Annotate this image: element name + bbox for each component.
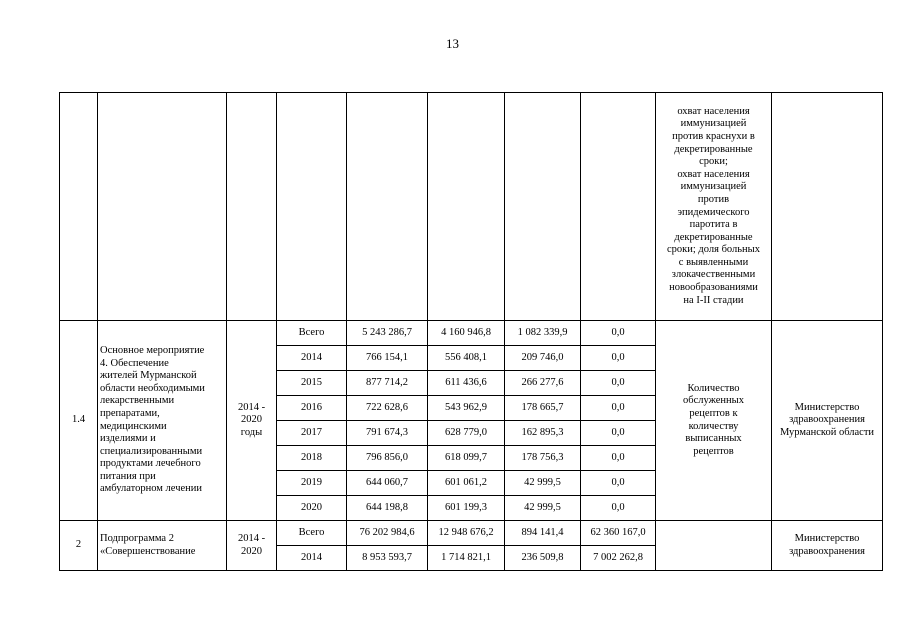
cell-empty [60,93,98,321]
total-cell: 5 243 286,7 [347,321,428,346]
regional-cell: 611 436,6 [428,371,505,396]
total-cell: 644 198,8 [347,496,428,521]
other-cell: 62 360 167,0 [581,521,656,546]
cell-empty [581,93,656,321]
indicator-cell: Количество обслуженных рецептов к количеству выписанных рецептов [656,321,772,521]
year-cell: 2016 [277,396,347,421]
regional-cell: 556 408,1 [428,346,505,371]
activity-name: Подпрограмма 2 «Совершенствование [98,521,227,571]
year-cell: Всего [277,521,347,546]
other-cell: 0,0 [581,371,656,396]
table-row [60,321,883,346]
year-cell: 2015 [277,371,347,396]
regional-cell: 618 099,7 [428,446,505,471]
federal-cell: 894 141,4 [505,521,581,546]
total-cell: 8 953 593,7 [347,546,428,571]
cell-empty [347,93,428,321]
total-cell: 791 674,3 [347,421,428,446]
cell-empty [227,93,277,321]
federal-cell: 1 082 339,9 [505,321,581,346]
total-cell: 877 714,2 [347,371,428,396]
year-cell: 2017 [277,421,347,446]
other-cell: 0,0 [581,421,656,446]
other-cell: 0,0 [581,321,656,346]
period: 2014 - 2020 [227,521,277,571]
year-cell: 2014 [277,346,347,371]
page-number: 13 [446,36,459,51]
federal-cell: 236 509,8 [505,546,581,571]
cell-empty [772,93,883,321]
total-cell: 796 856,0 [347,446,428,471]
program-table [59,92,883,571]
federal-cell: 178 665,7 [505,396,581,421]
year-cell: 2020 [277,496,347,521]
row-number: 2 [60,521,98,571]
other-cell: 0,0 [581,446,656,471]
federal-cell: 42 999,5 [505,496,581,521]
regional-cell: 12 948 676,2 [428,521,505,546]
cell-empty [277,93,347,321]
regional-cell: 601 199,3 [428,496,505,521]
continuation-row [60,93,883,321]
regional-cell: 601 061,2 [428,471,505,496]
federal-cell: 178 756,3 [505,446,581,471]
other-cell: 0,0 [581,471,656,496]
year-cell: 2019 [277,471,347,496]
other-cell: 7 002 262,8 [581,546,656,571]
regional-cell: 543 962,9 [428,396,505,421]
year-cell: 2018 [277,446,347,471]
activity-name: Основное мероприятие 4. Обеспечение жителей Мурманской области необходимыми лекарственными препаратами, медицинскими изделиями и специализированными продуктами лечебного питания при амбулаторном лечении [98,321,227,521]
cell-empty [98,93,227,321]
federal-cell: 42 999,5 [505,471,581,496]
executor-cell: Министерство здравоохранения Мурманской области [772,321,883,521]
other-cell: 0,0 [581,496,656,521]
regional-cell: 4 160 946,8 [428,321,505,346]
total-cell: 644 060,7 [347,471,428,496]
table-row [60,521,883,546]
other-cell: 0,0 [581,396,656,421]
year-cell: 2014 [277,546,347,571]
regional-cell: 628 779,0 [428,421,505,446]
year-cell: Всего [277,321,347,346]
cell-empty [428,93,505,321]
indicator-cell: охват населения иммунизацией против краснухи в декретированные сроки; охват населения иммунизацией против эпидемического паротита в декретированные сроки; доля больных с выявленными злокачественными новообразованиями на I-II стадии [656,93,772,321]
executor-cell: Министерство здравоохранения [772,521,883,571]
total-cell: 76 202 984,6 [347,521,428,546]
cell-empty [656,521,772,571]
other-cell: 0,0 [581,346,656,371]
total-cell: 766 154,1 [347,346,428,371]
total-cell: 722 628,6 [347,396,428,421]
federal-cell: 162 895,3 [505,421,581,446]
row-number: 1.4 [60,321,98,521]
cell-empty [505,93,581,321]
regional-cell: 1 714 821,1 [428,546,505,571]
period: 2014 - 2020 годы [227,321,277,521]
federal-cell: 209 746,0 [505,346,581,371]
federal-cell: 266 277,6 [505,371,581,396]
